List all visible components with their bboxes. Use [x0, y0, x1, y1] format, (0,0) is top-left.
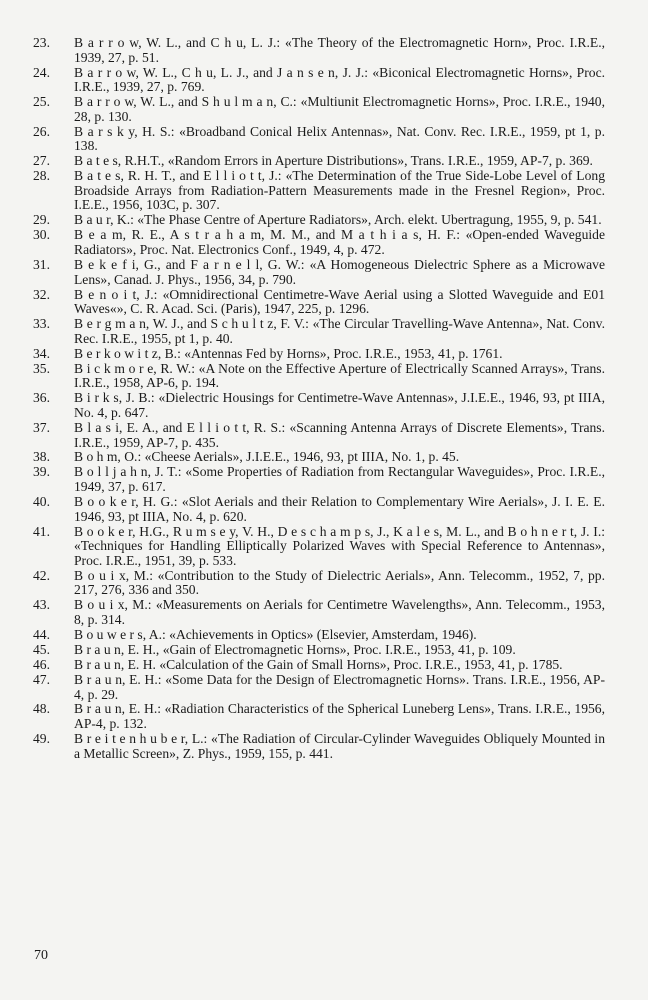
reference-text: B e k e f i, G., and F a r n e l l, G. W.: «A Homogeneous Dielectric Sphere as a Microwave Lens», Canad. J. Phys., 1956, 34, p. 790.: [74, 257, 605, 287]
reference-number: 26.: [33, 123, 50, 139]
reference-item: [33, 169, 605, 213]
reference-text: B e n o i t, J.: «Omnidirectional Centimetre-Wave Aerial using a Slotted Waveguide and E01 Waves«», C. R. Acad. Sci. (Paris), 1947, 225, p. 1296.: [74, 286, 605, 317]
reference-item: [33, 450, 605, 465]
reference-item: [33, 36, 605, 65]
reference-number: 40.: [33, 494, 50, 510]
reference-number: 38.: [33, 449, 50, 465]
reference-number: 29.: [33, 212, 50, 228]
reference-text: B r a u n, E. H.: «Radiation Characteristics of the Spherical Luneberg Lens», Trans. I.R.E., 1956, AP-4, p. 132.: [74, 701, 605, 732]
reference-number: 35.: [33, 360, 50, 376]
reference-item: [33, 465, 605, 494]
reference-number: 47.: [33, 671, 50, 687]
reference-number: 41.: [33, 523, 50, 539]
reference-item: [33, 598, 605, 627]
reference-item: [33, 317, 605, 346]
reference-number: 36.: [33, 390, 50, 406]
reference-number: 46.: [33, 656, 50, 672]
reference-text: B e a m, R. E., A s t r a h a m, M. M., and M a t h i a s, H. F.: «Open-ended Waveguide Radiators», Proc. Nat. Electronics Conf., 1949, 4, p. 472.: [74, 227, 605, 258]
reference-item: [33, 125, 605, 154]
reference-text: B e r g m a n, W. J., and S c h u l t z, F. V.: «The Circular Travelling-Wave Antenna», Nat. Conv. Rec. I.R.E., 1955, pt 1, p. 40.: [74, 316, 605, 346]
reference-text: B i r k s, J. B.: «Dielectric Housings for Centimetre-Wave Antennas», J.I.E.E., 1946, 93, pt IIIA, No. 4, p. 647.: [74, 390, 605, 420]
reference-item: [33, 569, 605, 598]
reference-text: B o u i x, M.: «Measurements on Aerials for Centimetre Wavelengths», Ann. Telecomm., 1953, 8, p. 314.: [74, 597, 605, 627]
reference-item: [33, 258, 605, 287]
reference-number: 37.: [33, 419, 50, 435]
reference-number: 33.: [33, 316, 50, 332]
reference-text: B a t e s, R. H. T., and E l l i o t t, J.: «The Determination of the True Side-Lobe Level of Long Broadside Arrays from Radiation-Pattern Measurements made in the Fresnel Region», Proc. I.E.E., 1956, 103C, p. 307.: [74, 168, 605, 213]
reference-item: [33, 154, 605, 169]
reference-text: B o o k e r, H.G., R u m s e y, V. H., D e s c h a m p s, J., K a l e s, M. L., and B o h n e r t, J. I.: «Techniques for Handling Elliptically Polarized Waves with Special Reference to Antennas», Proc. I.R.E., 1951, 39, p. 533.: [74, 523, 605, 568]
reference-text: B e r k o w i t z, B.: «Antennas Fed by Horns», Proc. I.R.E., 1953, 41, p. 1761.: [74, 345, 503, 361]
reference-text: B a t e s, R.H.T., «Random Errors in Aperture Distributions», Trans. I.R.E., 1959, AP-7, p. 369.: [74, 153, 593, 169]
reference-number: 45.: [33, 641, 50, 657]
reference-text: B a u r, K.: «The Phase Centre of Aperture Radiators», Arch. elekt. Ubertragung, 1955, 9, p. 541.: [74, 212, 602, 228]
reference-item: [33, 658, 605, 673]
reference-text: B a r r o w, W. L., C h u, L. J., and J a n s e n, J. J.: «Biconical Electromagnetic Horns», Proc. I.R.E., 1939, 27, p. 769.: [74, 64, 605, 95]
reference-text: B o h m, O.: «Cheese Aerials», J.I.E.E., 1946, 93, pt IIIA, No. 1, p. 45.: [74, 449, 460, 465]
reference-text: B o o k e r, H. G.: «Slot Aerials and their Relation to Complementary Wire Aerials», J. I. E. E. 1946, 93, pt IIIA, No. 4, p. 620.: [74, 494, 605, 524]
reference-number: 42.: [33, 567, 50, 583]
reference-number: 30.: [33, 227, 50, 243]
reference-item: [33, 362, 605, 391]
reference-item: [33, 628, 605, 643]
reference-item: [33, 228, 605, 257]
reference-number: 27.: [33, 153, 50, 169]
reference-number: 34.: [33, 345, 50, 361]
reference-text: B a r r o w, W. L., and C h u, L. J.: «The Theory of the Electromagnetic Horn», Proc. I.R.E., 1939, 27, p. 51.: [74, 35, 605, 65]
reference-text: B o l l j a h n, J. T.: «Some Properties of Radiation from Rectangular Waveguides», Proc. I.R.E., 1949, 37, p. 617.: [74, 464, 605, 495]
reference-number: 31.: [33, 257, 50, 273]
reference-number: 43.: [33, 597, 50, 613]
reference-number: 23.: [33, 35, 50, 50]
reference-text: B r e i t e n h u b e r, L.: «The Radiation of Circular-Cylinder Waveguides Obliquely Mounted in a Metallic Screen», Z. Phys., 1959, 155, p. 441.: [74, 731, 605, 761]
reference-item: [33, 288, 605, 317]
reference-item: [33, 213, 605, 228]
reference-text: B r a u n, E. H., «Gain of Electromagnetic Horns», Proc. I.R.E., 1953, 41, p. 109.: [74, 641, 516, 657]
reference-number: 24.: [33, 64, 50, 80]
reference-text: B r a u n, E. H.: «Some Data for the Design of Electromagnetic Horns». Trans. I.R.E., 1956, AP-4, p. 29.: [74, 671, 605, 702]
reference-number: 44.: [33, 626, 50, 642]
reference-item: [33, 391, 605, 420]
reference-text: B a r r o w, W. L., and S h u l m a n, C.: «Multiunit Electromagnetic Horns», Proc. I.R.E., 1940, 28, p. 130.: [74, 94, 605, 124]
reference-item: [33, 732, 605, 761]
reference-item: [33, 495, 605, 524]
reference-item: [33, 643, 605, 658]
reference-item: [33, 525, 605, 569]
reference-item: [33, 702, 605, 731]
reference-number: 28.: [33, 168, 50, 184]
reference-text: B o u w e r s, A.: «Achievements in Optics» (Elsevier, Amsterdam, 1946).: [74, 626, 477, 642]
reference-text: B o u i x, M.: «Contribution to the Study of Dielectric Aerials», Ann. Telecomm., 1952, 7, pp. 217, 276, 336 and 350.: [74, 567, 605, 598]
reference-number: 39.: [33, 464, 50, 480]
reference-number: 49.: [33, 731, 50, 747]
reference-text: B a r s k y, H. S.: «Broadband Conical Helix Antennas», Nat. Conv. Rec. I.R.E., 1959, pt 1, p. 138.: [74, 123, 605, 154]
reference-text: B i c k m o r e, R. W.: «A Note on the Effective Aperture of Electrically Scanned Arrays», Trans. I.R.E., 1958, AP-6, p. 194.: [74, 360, 605, 391]
reference-item: [33, 95, 605, 124]
reference-item: [33, 66, 605, 95]
reference-number: 25.: [33, 94, 50, 110]
reference-item: [33, 421, 605, 450]
reference-item: [33, 347, 605, 362]
reference-item: [33, 673, 605, 702]
reference-list: [33, 36, 605, 762]
reference-text: B l a s i, E. A., and E l l i o t t, R. S.: «Scanning Antenna Arrays of Discrete Elements», Trans. I.R.E., 1959, AP-7, p. 435.: [74, 419, 605, 450]
reference-text: B r a u n, E. H. «Calculation of the Gain of Small Horns», Proc. I.R.E., 1953, 41, p. 1785.: [74, 656, 563, 672]
reference-number: 32.: [33, 286, 50, 302]
page-number: 70: [34, 948, 48, 963]
reference-number: 48.: [33, 701, 50, 717]
